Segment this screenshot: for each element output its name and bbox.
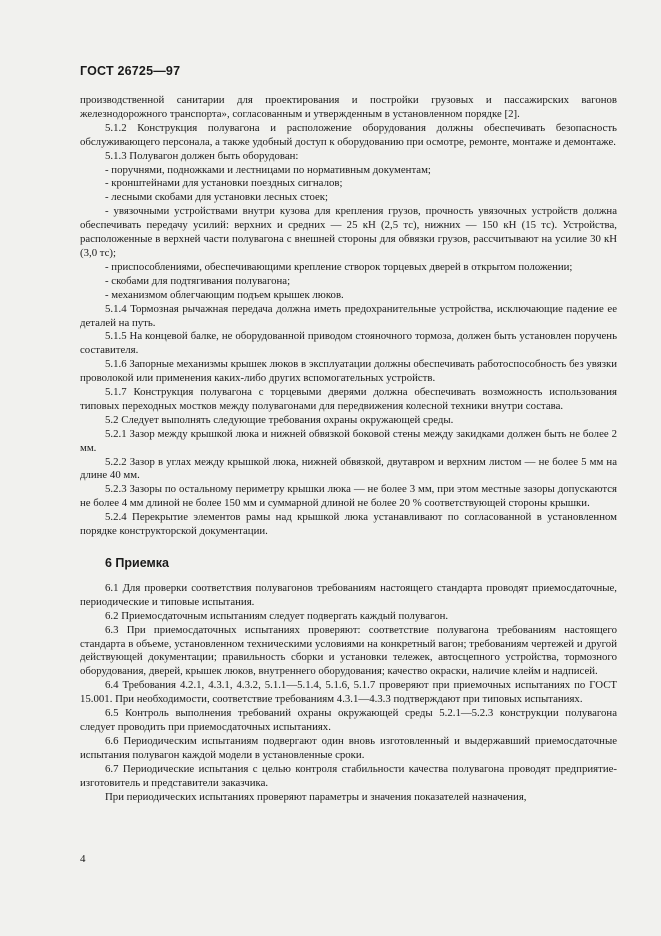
paragraph: 5.2.1 Зазор между крышкой люка и нижней обвязкой боковой стены между закидками должен быть не более 2 мм. (80, 427, 617, 454)
paragraph: 5.1.3 Полувагон должен быть оборудован: (105, 149, 299, 162)
paragraph: 6.2 Приемосдаточным испытаниям следует подвергать каждый полувагон. (105, 609, 449, 622)
paragraph: 5.2.2 Зазор в углах между крышкой люка, нижней обвязкой, двутавром и верхним листом — не более 5 мм на длине 40 мм. (80, 455, 617, 482)
document-header: ГОСТ 26725—97 (80, 64, 181, 78)
paragraph: 6.7 Периодические испытания с целью контроля стабильности качества полувагона проводят предприятие-изготовитель и представители заказчика. (80, 762, 617, 789)
paragraph: 6.6 Периодическим испытаниям подвергают один вновь изготовленный и выдержавший приемосдаточные испытания полувагон каждой модели в установленные сроки. (80, 734, 617, 761)
paragraph: 6.3 При приемосдаточных испытаниях проверяют: соответствие полувагона требованиям настоящего стандарта в объеме, установленном техническими условиями на конкретный вагон; требованиям чертежей и другой действующей документации; правильность сборки и установки тележек, автосцепного устройства, тормозного оборудования, дверей, крышек люков, внутреннего оборудования; качество окраски, наличие клейм и надписей. (80, 623, 617, 678)
paragraph: производственной санитарии для проектирования и постройки грузовых и пассажирских вагонов железнодорожного транспорта», согласованным и утвержденным в установленном порядке [2]. (80, 94, 617, 120)
list-item: - увязочными устройствами внутри кузова для крепления грузов, прочность увязочных устройств должна обеспечивать передачу усилий: верхних и средних — 25 кН (2,5 тс), нижних — 150 кН (15 тс). Устройства, расположенные в верхней части полувагона с внешней стороны для обвязки грузов, рассчитывают на усилие 30 кН (3,0 тс); (80, 205, 617, 259)
paragraph: 5.1.7 Конструкция полувагона с торцевыми дверями должна обеспечивать возможность использования типовых переходных мостков между полувагонами для передвижения колесной техники внутри состава. (80, 386, 617, 412)
paragraph: При периодических испытаниях проверяют параметры и значения показателей назначения, (105, 790, 527, 803)
section-title: 6 Приемка (105, 556, 169, 570)
paragraph: 5.1.2 Конструкция полувагона и расположение оборудования должны обеспечивать безопасность обслуживающего персонала, а также удобный доступ к оборудованию при осмотре, ремонте, монтаже и демонтаже. (80, 121, 617, 148)
list-item: - механизмом облегчающим подъем крышек люков. (105, 288, 344, 301)
list-item: - лесными скобами для установки лесных стоек; (105, 191, 329, 204)
list-item: - скобами для подтягивания полувагона; (105, 274, 291, 287)
paragraph: 5.1.4 Тормозная рычажная передача должна иметь предохранительные устройства, исключающие падение ее деталей на путь. (80, 302, 617, 329)
list-item: - кронштейнами для установки поездных сигналов; (105, 177, 343, 190)
list-item: - поручнями, подножками и лестницами по нормативным документам; (105, 163, 431, 176)
document-body (80, 94, 617, 804)
paragraph: 6.1 Для проверки соответствия полувагонов требованиям настоящего стандарта проводят приемосдаточные, периодические и типовые испытания. (80, 581, 617, 608)
paragraph: 5.2.4 Перекрытие элементов рамы над крышкой люка устанавливают по согласованной в установленном порядке конструкторской документации. (80, 511, 617, 538)
paragraph: 5.2 Следует выполнять следующие требования охраны окружающей среды. (105, 413, 454, 426)
page-number: 4 (80, 853, 86, 865)
list-item: - приспособлениями, обеспечивающими крепление створок торцевых дверей в открытом положении; (105, 260, 573, 273)
paragraph: 5.1.6 Запорные механизмы крышек люков в эксплуатации должны обеспечивать работоспособность без увязки проволокой или применения каких-либо других вспомогательных устройств. (80, 358, 617, 385)
paragraph: 5.1.5 На концевой балке, не оборудованной приводом стояночного тормоза, должен быть установлен поручень составителя. (80, 330, 617, 357)
paragraph: 6.4 Требования 4.2.1, 4.3.1, 4.3.2, 5.1.1—5.1.4, 5.1.6, 5.1.7 проверяют при приемочных испытаниях по ГОСТ 15.001. При необходимости, соответствие требованиям 4.3.1—4.3.3 подтверждают при типовых испытаниях. (80, 679, 617, 706)
paragraph: 5.2.3 Зазоры по остальному периметру крышки люка — не более 3 мм, при этом местные зазоры допускаются не более 4 мм длиной не более 150 мм и суммарной длиной не более 20 % соответствующей стороны крышки. (80, 483, 617, 510)
paragraph: 6.5 Контроль выполнения требований охраны окружающей среды 5.2.1—5.2.3 конструкции полувагона следует проводить при приемосдаточных испытаниях. (80, 707, 617, 733)
